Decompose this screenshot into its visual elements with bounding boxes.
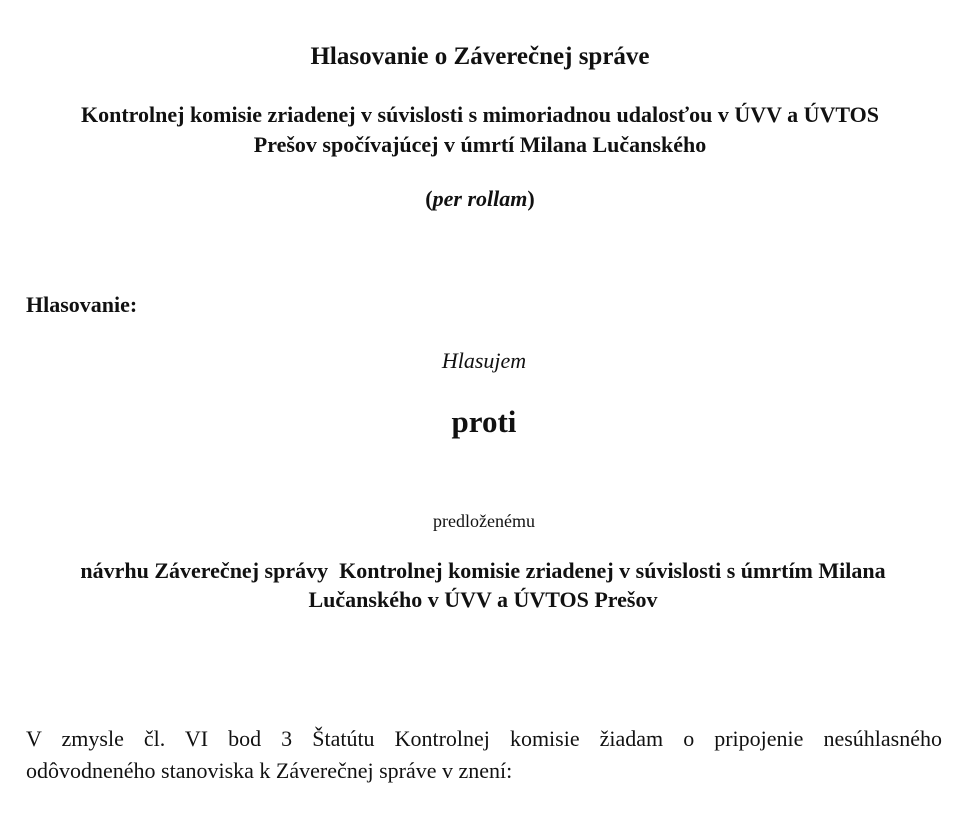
per-rollam-open-paren: ( — [425, 186, 433, 211]
subtitle-line-1: Kontrolnej komisie zriadenej v súvislosti s mimoriadnou udalosťou v ÚVV a ÚVTOS — [80, 102, 880, 127]
proposal-line-2: Lučanského v ÚVV a ÚVTOS Prešov — [308, 587, 658, 612]
proposal-line-1 — [3, 560, 960, 582]
statement-line-2: odôvodneného stanoviska k Záverečnej správe v znení: — [26, 758, 513, 783]
voting-label: Hlasovanie: — [26, 292, 138, 317]
document-title: Hlasovanie o Záverečnej správe — [310, 43, 650, 70]
vote-verb: Hlasujem — [441, 348, 527, 373]
statement-line-1: V zmysle čl. VI bod 3 Štatútu Kontrolnej komisie žiadam o pripojenie nesúhlasného — [26, 726, 942, 751]
per-rollam-text: per rollam — [432, 186, 528, 211]
per-rollam-note — [0, 188, 960, 210]
subtitle-line-2: Prešov spočívajúcej v úmrtí Milana Lučanského — [253, 132, 707, 157]
vote-value: proti — [451, 404, 517, 439]
proposal-line-1-text: návrhu Záverečnej správy Kontrolnej komisie zriadenej v súvislosti s úmrtím Milana — [80, 558, 886, 583]
vote-preposition: predloženému — [433, 511, 535, 531]
per-rollam-close-paren: ) — [527, 186, 535, 211]
